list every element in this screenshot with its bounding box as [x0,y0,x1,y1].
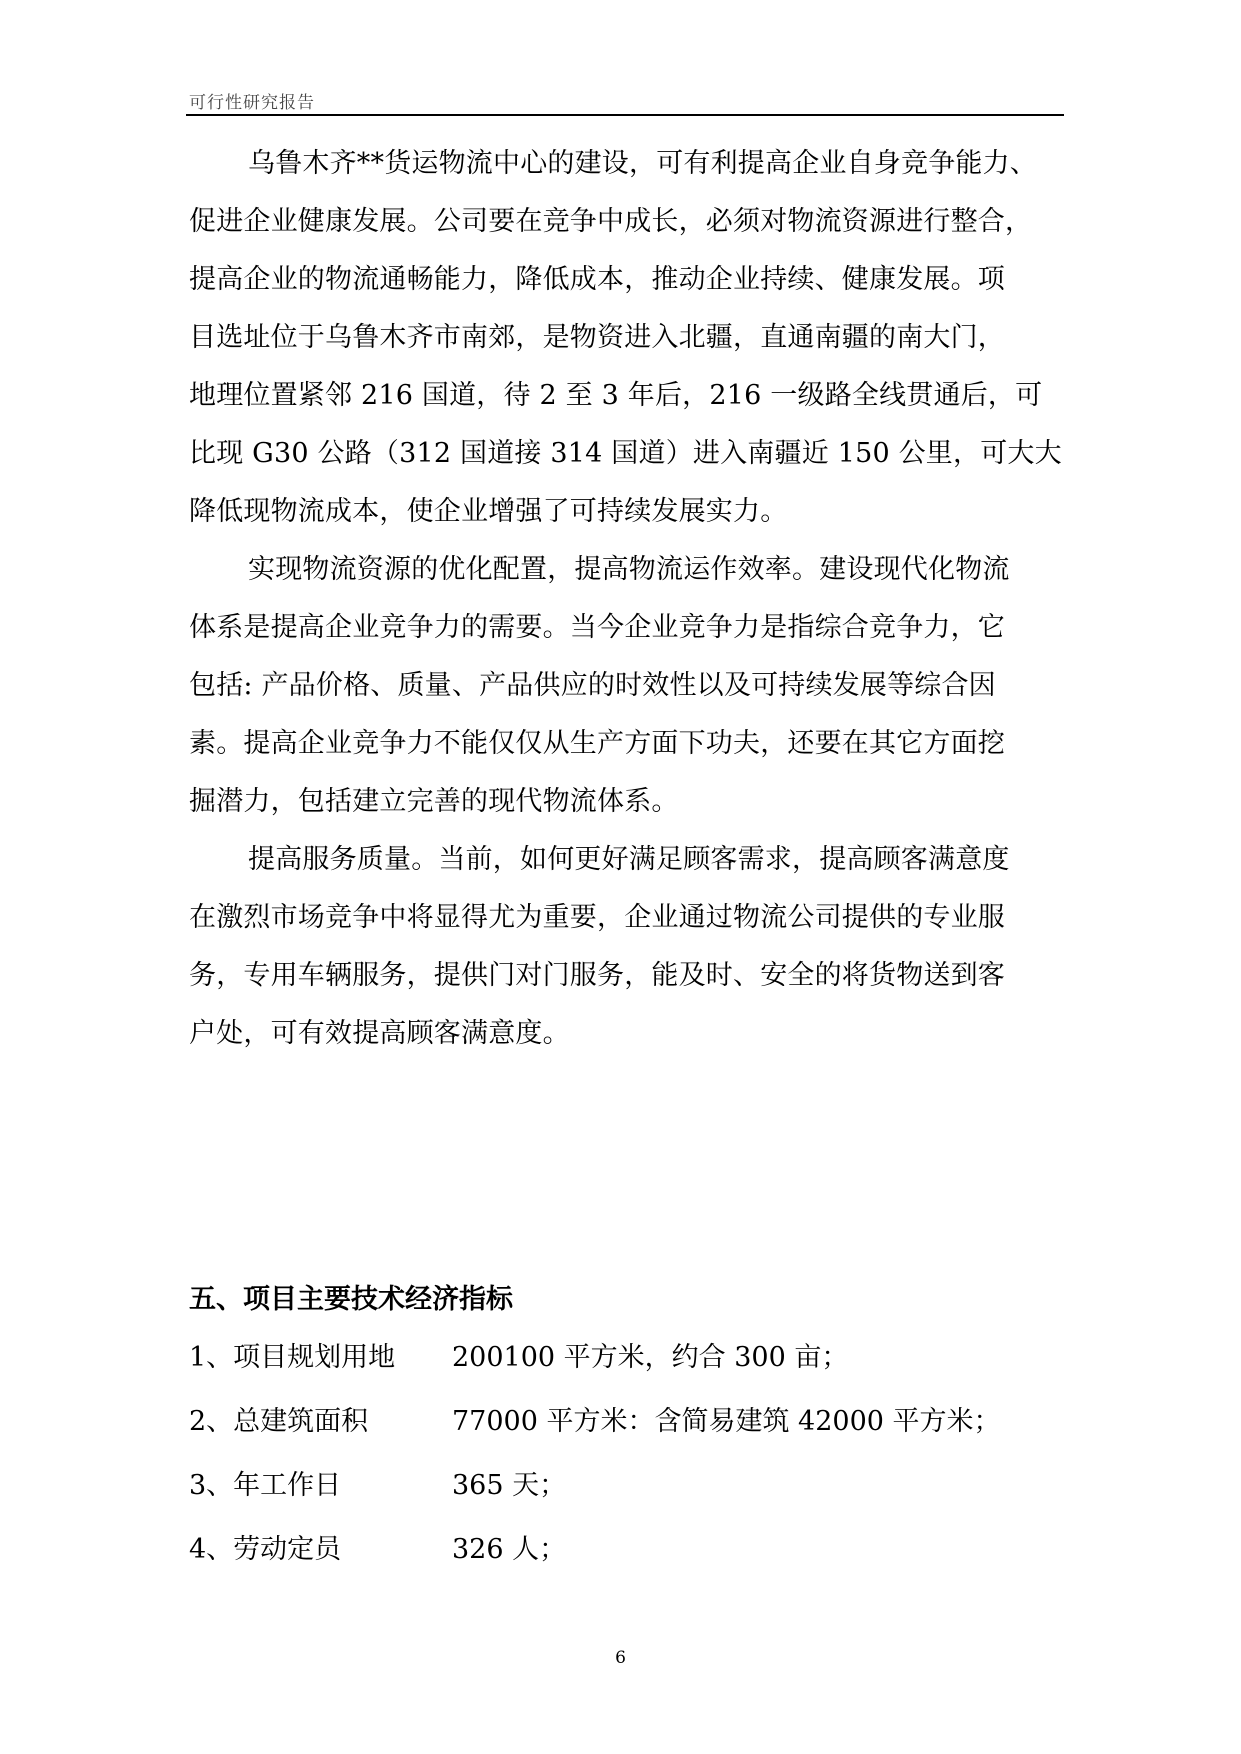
indicator-value: 365 天； [452,1470,567,1501]
indicator-label: 4、劳动定员 [189,1534,342,1565]
paragraph-line: 户处，可有效提高顾客满意度。 [189,1018,570,1049]
paragraph-line: 包括: 产品价格、质量、产品供应的时效性以及可持续发展等综合因 [189,670,996,701]
indicator-label: 3、年工作日 [189,1470,342,1501]
paragraph-line: 提高服务质量。当前，如何更好满足顾客需求，提高顾客满意度 [248,844,1010,875]
section-heading: 五、项目主要技术经济指标 [189,1284,513,1315]
paragraph-line: 比现 G30 公路（312 国道接 314 国道）进入南疆近 150 公里，可大大 [189,438,1062,469]
indicator-value: 326 人； [452,1534,567,1565]
indicator-label: 1、项目规划用地 [189,1342,396,1373]
page-number: 6 [615,1648,626,1668]
paragraph-line: 体系是提高企业竞争力的需要。当今企业竞争力是指综合竞争力，它 [189,612,1005,643]
paragraph-line: 地理位置紧邻 216 国道，待 2 至 3 年后，216 一级路全线贯通后，可 [189,380,1043,411]
paragraph-line: 降低现物流成本，使企业增强了可持续发展实力。 [189,496,788,527]
paragraph-line: 务，专用车辆服务，提供门对门服务，能及时、安全的将货物送到客 [189,960,1005,991]
paragraph-line: 提高企业的物流通畅能力，降低成本，推动企业持续、健康发展。项 [189,264,1005,295]
paragraph-line: 素。提高企业竞争力不能仅仅从生产方面下功夫，还要在其它方面挖 [189,728,1005,759]
indicator-value: 200100 平方米，约合 300 亩； [452,1342,849,1373]
header-divider [186,114,1064,116]
indicator-label: 2、总建筑面积 [189,1406,369,1437]
indicator-value: 77000 平方米：含简易建筑 42000 平方米； [452,1406,1001,1437]
page-header-title: 可行性研究报告 [189,93,315,113]
paragraph-line: 在激烈市场竞争中将显得尤为重要，企业通过物流公司提供的专业服 [189,902,1005,933]
paragraph-line: 掘潜力，包括建立完善的现代物流体系。 [189,786,679,817]
paragraph-line: 乌鲁木齐**货运物流中心的建设，可有利提高企业自身竞争能力、 [248,148,1037,179]
paragraph-line: 促进企业健康发展。公司要在竞争中成长，必须对物流资源进行整合， [189,206,1033,237]
paragraph-line: 目选址位于乌鲁木齐市南郊，是物资进入北疆，直通南疆的南大门， [189,322,1005,353]
paragraph-line: 实现物流资源的优化配置，提高物流运作效率。建设现代化物流 [248,554,1010,585]
